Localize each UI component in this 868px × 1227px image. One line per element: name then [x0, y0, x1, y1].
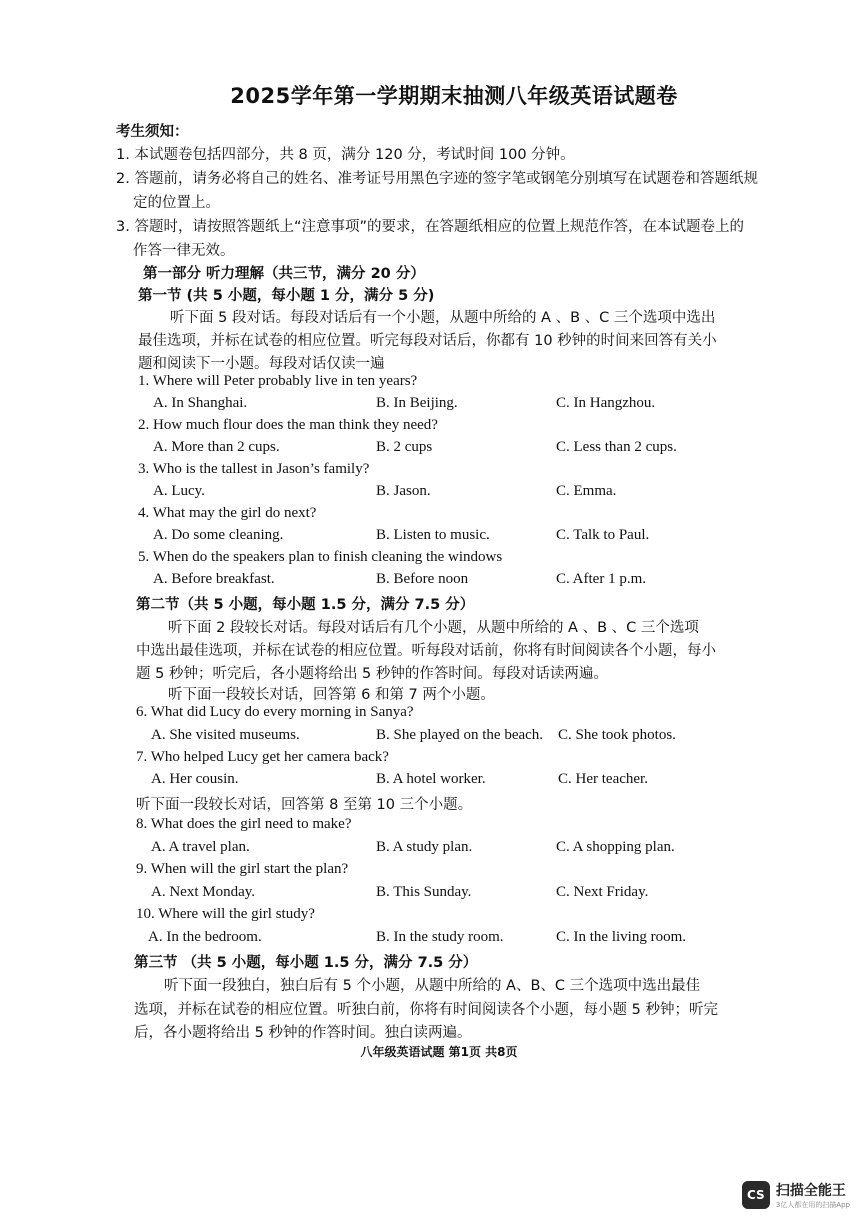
q9-option-a: A. Next Monday.	[151, 884, 256, 900]
q8-option-b: B. A study plan.	[376, 839, 473, 855]
question-1: 1. Where will Peter probably live in ten years?	[138, 373, 418, 389]
q8-option-a: A. A travel plan.	[151, 839, 250, 855]
q9-option-c: C. Next Friday.	[556, 884, 649, 900]
q4-option-a: A. Do some cleaning.	[153, 527, 284, 543]
section3-heading: 第三节 （共 5 小题，每小题 1.5 分，满分 7.5 分）	[134, 955, 478, 971]
q6-option-a: A. She visited museums.	[151, 727, 300, 743]
q1-option-c: C. In Hangzhou.	[556, 395, 656, 411]
page-title: 2025学年第一学期期末抽测八年级英语试题卷	[230, 84, 678, 108]
section2-group1: 听下面一段较长对话，回答第 6 和第 7 两个小题。	[168, 687, 495, 703]
notice-item-3: 3. 答题时，请按照答题纸上“注意事项”的要求，在答题纸相应的位置上规范作答，在本试题卷上的	[116, 219, 744, 235]
q7-option-b: B. A hotel worker.	[376, 771, 486, 787]
q1-option-a: A. In Shanghai.	[153, 395, 248, 411]
section2-instruction-2: 中选出最佳选项，并标在试卷的相应位置。听每段对话前，你将有时间阅读各个小题，每小	[136, 643, 716, 659]
notice-heading: 考生须知：	[116, 124, 189, 140]
q1-option-b: B. In Beijing.	[376, 395, 458, 411]
section2-heading: 第二节（共 5 小题，每小题 1.5 分，满分 7.5 分）	[136, 597, 475, 613]
q10-option-c: C. In the living room.	[556, 929, 686, 945]
q10-option-b: B. In the study room.	[376, 929, 504, 945]
q2-option-c: C. Less than 2 cups.	[556, 439, 677, 455]
q9-option-b: B. This Sunday.	[376, 884, 472, 900]
question-10: 10. Where will the girl study?	[136, 906, 315, 922]
section2-instruction-3: 题 5 秒钟；听完后，各小题将给出 5 秒钟的作答时间。每段对话读两遍。	[136, 666, 608, 682]
q6-option-b: B. She played on the beach.	[376, 727, 544, 743]
notice-item-2-cont: 定的位置上。	[133, 195, 220, 211]
question-3: 3. Who is the tallest in Jason’s family?	[138, 461, 370, 477]
q4-option-c: C. Talk to Paul.	[556, 527, 650, 543]
q5-option-a: A. Before breakfast.	[153, 571, 275, 587]
q5-option-c: C. After 1 p.m.	[556, 571, 646, 587]
q2-option-a: A. More than 2 cups.	[153, 439, 280, 455]
watermark-subtitle: 3亿人都在用的扫描App	[775, 1201, 850, 1209]
q3-option-a: A. Lucy.	[153, 483, 205, 499]
q2-option-b: B. 2 cups	[376, 439, 433, 455]
notice-item-3-cont: 作答一律无效。	[133, 243, 235, 259]
watermark-name: 扫描全能王	[775, 1183, 846, 1199]
page-footer: 八年级英语试题 第1页 共8页	[360, 1045, 518, 1059]
section3-instruction-1: 听下面一段独白，独白后有 5 个小题，从题中所给的 A、B、C 三个选项中选出最佳	[164, 978, 701, 994]
notice-item-2: 2. 答题前，请务必将自己的姓名、准考证号用黑色字迹的签字笔或钢笔分别填写在试题卷和答题纸规	[116, 171, 758, 187]
question-9: 9. When will the girl start the plan?	[136, 861, 349, 877]
section1-instruction-1: 听下面 5 段对话。每段对话后有一个小题，从题中所给的 A 、B 、C 三个选项中选出	[170, 310, 716, 326]
question-2: 2. How much flour does the man think they need?	[138, 417, 438, 433]
question-5: 5. When do the speakers plan to finish cleaning the windows	[138, 549, 503, 565]
question-4: 4. What may the girl do next?	[138, 505, 317, 521]
q7-option-c: C. Her teacher.	[558, 771, 648, 787]
scanner-watermark	[742, 1180, 850, 1210]
q3-option-b: B. Jason.	[376, 483, 431, 499]
section2-group2: 听下面一段较长对话，回答第 8 至第 10 三个小题。	[136, 797, 473, 813]
q3-option-c: C. Emma.	[556, 483, 617, 499]
q8-option-c: C. A shopping plan.	[556, 839, 675, 855]
question-7: 7. Who helped Lucy get her camera back?	[136, 749, 389, 765]
notice-item-1: 1. 本试题卷包括四部分，共 8 页，满分 120 分，考试时间 100 分钟。	[116, 147, 575, 163]
question-8: 8. What does the girl need to make?	[136, 816, 352, 832]
q6-option-c: C. She took photos.	[558, 727, 676, 743]
section3-instruction-3: 后，各小题将给出 5 秒钟的作答时间。独白读两遍。	[134, 1025, 472, 1041]
camscanner-logo-icon: CS	[742, 1181, 770, 1209]
q4-option-b: B. Listen to music.	[376, 527, 490, 543]
section3-instruction-2: 选项，并标在试卷的相应位置。听独白前，你将有时间阅读各个小题，每小题 5 秒钟；听完	[134, 1002, 718, 1018]
part1-heading: 第一部分 听力理解（共三节，满分 20 分）	[143, 266, 425, 282]
q10-option-a: A. In the bedroom.	[148, 929, 262, 945]
section1-instruction-2: 最佳选项，并标在试卷的相应位置。听完每段对话后，你都有 10 秒钟的时间来回答有关小	[138, 333, 717, 349]
section1-heading: 第一节 (共 5 小题，每小题 1 分，满分 5 分)	[138, 288, 435, 304]
section2-instruction-1: 听下面 2 段较长对话。每段对话后有几个小题，从题中所给的 A 、B 、C 三个选项	[168, 620, 699, 636]
q7-option-a: A. Her cousin.	[151, 771, 239, 787]
q5-option-b: B. Before noon	[376, 571, 469, 587]
section1-instruction-3: 题和阅读下一小题。每段对话仅读一遍	[138, 356, 385, 372]
question-6: 6. What did Lucy do every morning in Sanya?	[136, 704, 414, 720]
